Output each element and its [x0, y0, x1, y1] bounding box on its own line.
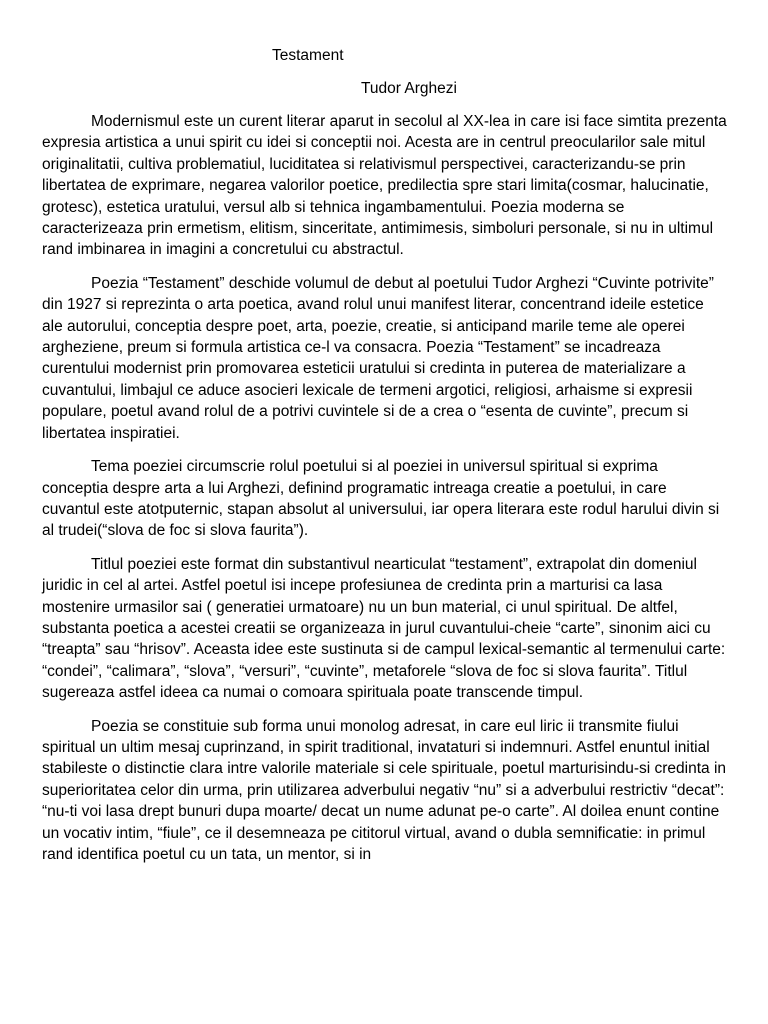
paragraph-volume-debut: Poezia “Testament” deschide volumul de debut al poetului Tudor Arghezi “Cuvinte potrivite” din 1927 si reprezinta o arta poetica, avand rolul unui manifest literar, concentrand ideile estetice ale autorului, conceptia despre poet, arta, poezie, creatie, si anticipand marile teme ale operei argheziene, preum si formula artistica ce-l va consacra. Poezia “Testament” se incadreaza curentului modernist prin promovarea esteticii uratului si credinta in puterea de materializare a cuvantului, limbajul ce aduce asocieri lexicale de termeni argotici, religiosi, arhaisme si expresii populare, poetul avand rolul de a potrivi cuvintele si de a crea o “esenta de cuvinte”, precum si libertatea inspiratiei.	[42, 274, 714, 442]
paragraph-monologue: Poezia se constituie sub forma unui monolog adresat, in care eul liric ii transmite fiului spiritual un ultim mesaj cuprinzand, in spirit traditional, invataturi si indemnuri. Astfel enuntul initial stabileste o distinctie clara intre valorile materiale si cele spirituale, poetul marturisindu-si credinta in superioritatea celor din urma, prin utilizarea adverbului negativ “nu” si a adverbului restrictiv “decat”: “nu-ti voi lasa drept bunuri dupa moarte/ decat un nume adunat pe-o carte”. Al doilea enunt contine un vocativ intim, “fiule”, ce il desemneaza pe cititorul virtual, avand o dubla semnificatie: in primul rand identifica poetul cu un tata, un mentor, si in	[42, 717, 727, 863]
document-author: Tudor Arghezi	[361, 80, 457, 97]
paragraph-theme: Tema poeziei circumscrie rolul poetului si al poeziei in universul spiritual si exprima conceptia despre arta a lui Arghezi, definind programatic intreaga creatie a poetului, in care cuvantul este atotputernic, stapan absolut al universului, iar opera literara este rodul harului divin si al trudei(“slova de foc si slova faurita”).	[42, 458, 720, 540]
paragraph-modernism: Modernismul este un curent literar aparut in secolul al XX-lea in care isi face simtita prezenta expresia artistica a unui spirit cu idei si conceptii noi. Acesta are in centrul preocularilor sale mitul originalitatii, cultiva problematiul, luciditatea si relativismul perspectivei, caracterizandu-se prin libertatea de exprimare, negarea valorilor poetice, predilectia spre stari limita(cosmar, halucinatie, grotesc), estetica uratului, versul alb si tehnica ingambamentului. Poezia moderna se caracterizeaza prin ermetism, elitism, sinceritate, antimimesis, simboluri personale, si nu in ultimul rand imbinarea in imagini a concretului cu abstractul.	[42, 113, 727, 259]
document-title: Testament	[272, 47, 344, 64]
document-body	[42, 111, 727, 877]
paragraph-title-analysis: Titlul poeziei este format din substantivul nearticulat “testament”, extrapolat din domeniul juridic in cel al artei. Astfel poetul isi incepe profesiunea de credinta prin a marturisi ca lasa mostenire urmasilor sai ( generatiei urmatoare) nu un bun material, ci unul spiritual. De altfel, substanta poetica a acestei creatii se organizeaza in jurul cuvantului-cheie “carte”, sinonim aici cu “treapta” sau “hrisov”. Aceasta idee este sustinuta si de campul lexical-semantic al termenului carte: “condei”, “calimara”, “slova”, “versuri”, “cuvinte”, metaforele “slova de foc si slova faurita”. Titlul sugereaza astfel ideea ca numai o comoara spirituala poate transcende timpul.	[42, 555, 726, 702]
